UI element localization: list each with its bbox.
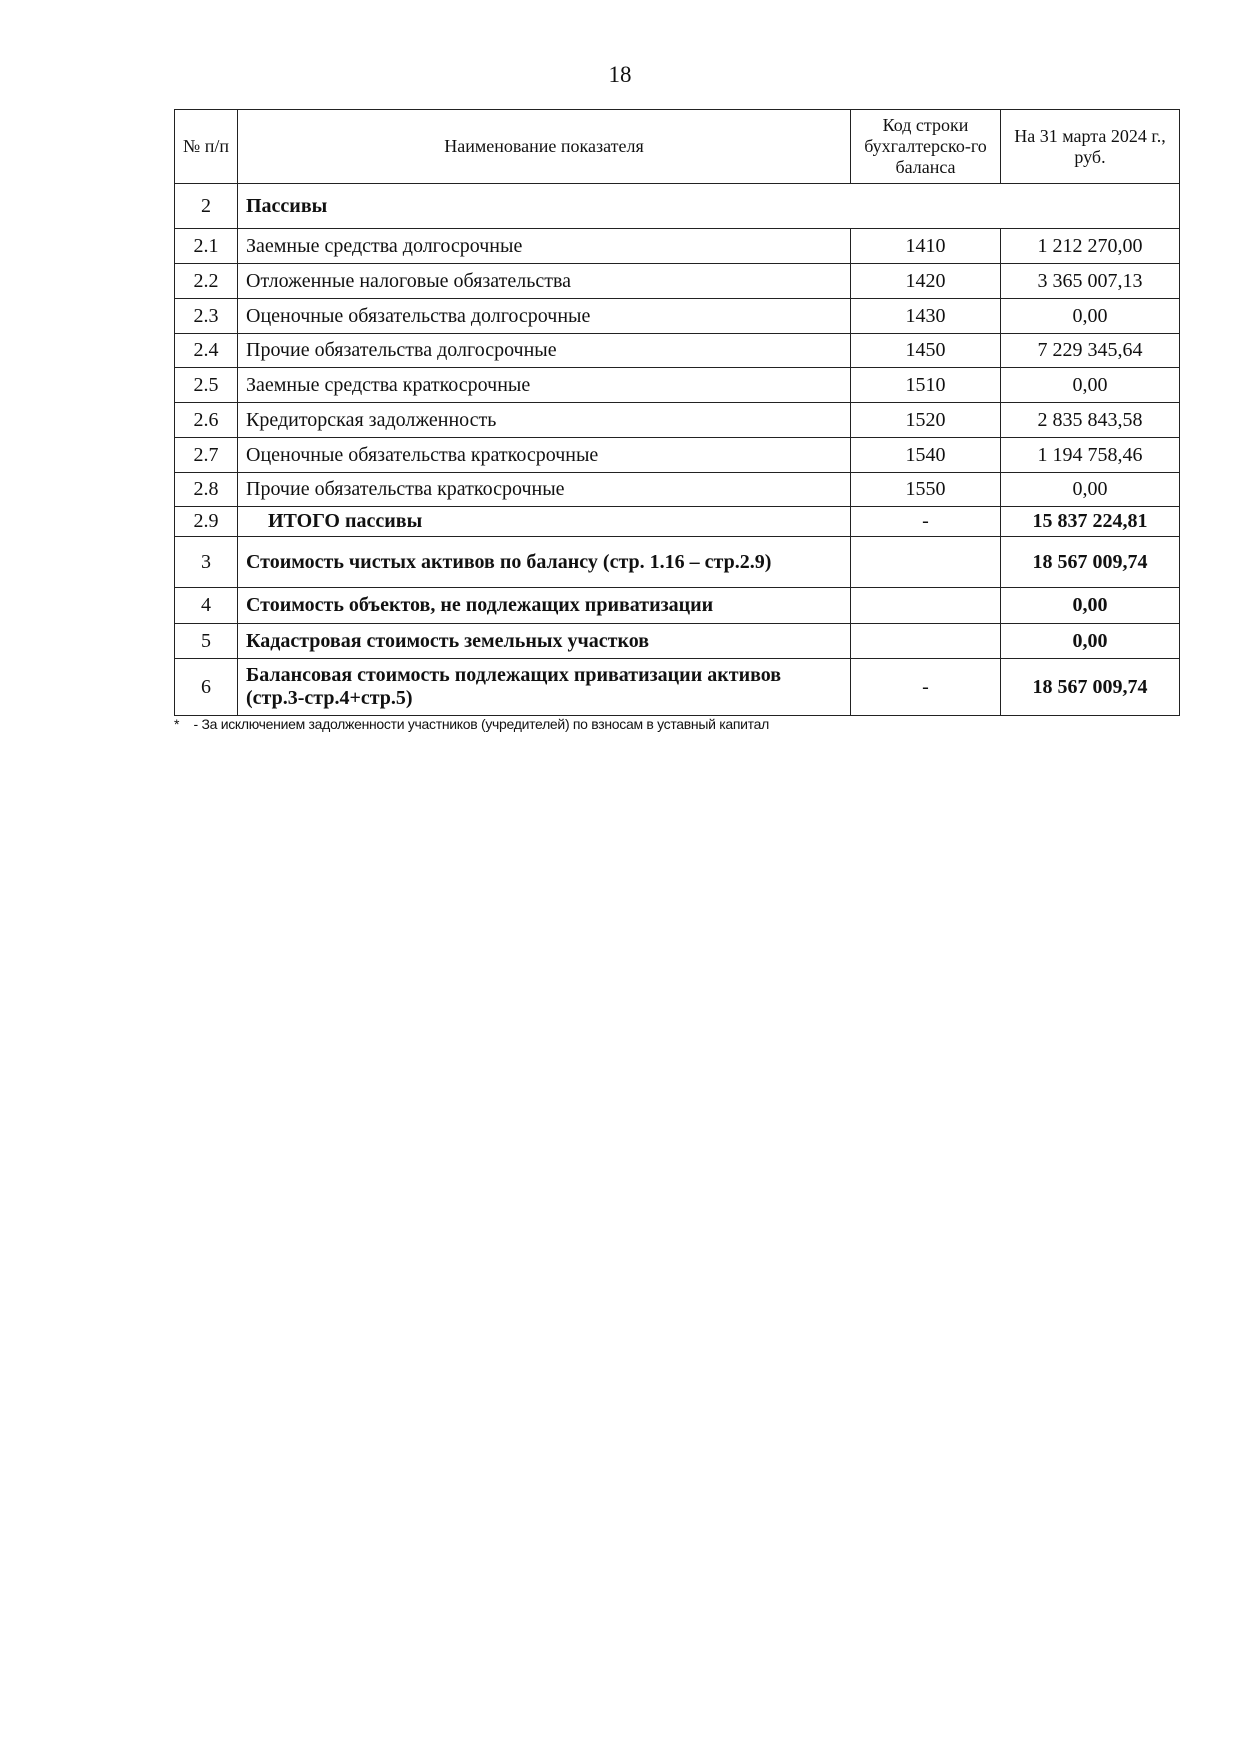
cell-value: 1 194 758,46 [1001,438,1180,473]
cell-value: 0,00 [1001,473,1180,507]
table-row [175,473,1180,507]
page-number: 18 [608,62,632,87]
cell-code: 1510 [851,368,1001,403]
cell-value: 0,00 [1001,368,1180,403]
cell-code: 1410 [851,229,1001,264]
footnote [174,716,769,732]
table-row [175,229,1180,264]
cell-code: 1450 [851,334,1001,368]
header-value: На 31 марта 2024 г., руб. [1001,110,1180,184]
cell-value: 3 365 007,13 [1001,264,1180,299]
cell-num: 3 [175,537,238,588]
table-row [175,588,1180,624]
cell-name: Оценочные обязательства долгосрочные [238,299,851,334]
cell-name: ИТОГО пассивы [238,507,851,537]
cell-name: Отложенные налоговые обязательства [238,264,851,299]
cell-value: 7 229 345,64 [1001,334,1180,368]
table-header [175,110,1180,184]
cell-name: Балансовая стоимость подлежащих приватизации активов (стр.3-стр.4+стр.5) [238,659,851,716]
footnote-mark: * [174,716,180,732]
cell-num: 2.6 [175,403,238,438]
cell-num: 2.4 [175,334,238,368]
table-row [175,264,1180,299]
table-row [175,299,1180,334]
cell-value: 0,00 [1001,588,1180,624]
cell-value: 18 567 009,74 [1001,659,1180,716]
cell-code [851,588,1001,624]
section-num: 2 [175,184,238,229]
cell-code: 1520 [851,403,1001,438]
table-row [175,537,1180,588]
cell-code: 1430 [851,299,1001,334]
cell-num: 2.2 [175,264,238,299]
cell-num: 2.1 [175,229,238,264]
cell-num: 5 [175,624,238,659]
section-name: Пассивы [238,184,1180,229]
cell-code [851,537,1001,588]
cell-name: Прочие обязательства долгосрочные [238,334,851,368]
header-code: Код строки бухгалтерско-го баланса [851,110,1001,184]
table-row [175,507,1180,537]
table-row [175,659,1180,716]
cell-name: Кредиторская задолженность [238,403,851,438]
cell-num: 2.7 [175,438,238,473]
cell-num: 2.8 [175,473,238,507]
cell-value: 15 837 224,81 [1001,507,1180,537]
cell-num: 2.3 [175,299,238,334]
cell-name: Кадастровая стоимость земельных участков [238,624,851,659]
footnote-text: - За исключением задолженности участников (учредителей) по взносам в уставный капитал [193,716,769,732]
cell-code [851,624,1001,659]
cell-name: Заемные средства краткосрочные [238,368,851,403]
cell-name: Прочие обязательства краткосрочные [238,473,851,507]
section-row [175,184,1180,229]
cell-value: 1 212 270,00 [1001,229,1180,264]
cell-value: 0,00 [1001,299,1180,334]
table-row [175,438,1180,473]
cell-num: 4 [175,588,238,624]
header-num: № п/п [175,110,238,184]
cell-value: 2 835 843,58 [1001,403,1180,438]
cell-value: 18 567 009,74 [1001,537,1180,588]
liabilities-table [174,109,1180,716]
cell-name: Оценочные обязательства краткосрочные [238,438,851,473]
cell-value: 0,00 [1001,624,1180,659]
table-row [175,368,1180,403]
cell-code: - [851,659,1001,716]
table-row [175,624,1180,659]
header-name: Наименование показателя [238,110,851,184]
table-row [175,334,1180,368]
cell-name: Заемные средства долгосрочные [238,229,851,264]
cell-code: - [851,507,1001,537]
cell-num: 6 [175,659,238,716]
cell-code: 1550 [851,473,1001,507]
cell-code: 1540 [851,438,1001,473]
cell-name: Стоимость чистых активов по балансу (стр. 1.16 – стр.2.9) [238,537,851,588]
table-row [175,403,1180,438]
cell-num: 2.9 [175,507,238,537]
cell-num: 2.5 [175,368,238,403]
cell-code: 1420 [851,264,1001,299]
cell-name: Стоимость объектов, не подлежащих приватизации [238,588,851,624]
